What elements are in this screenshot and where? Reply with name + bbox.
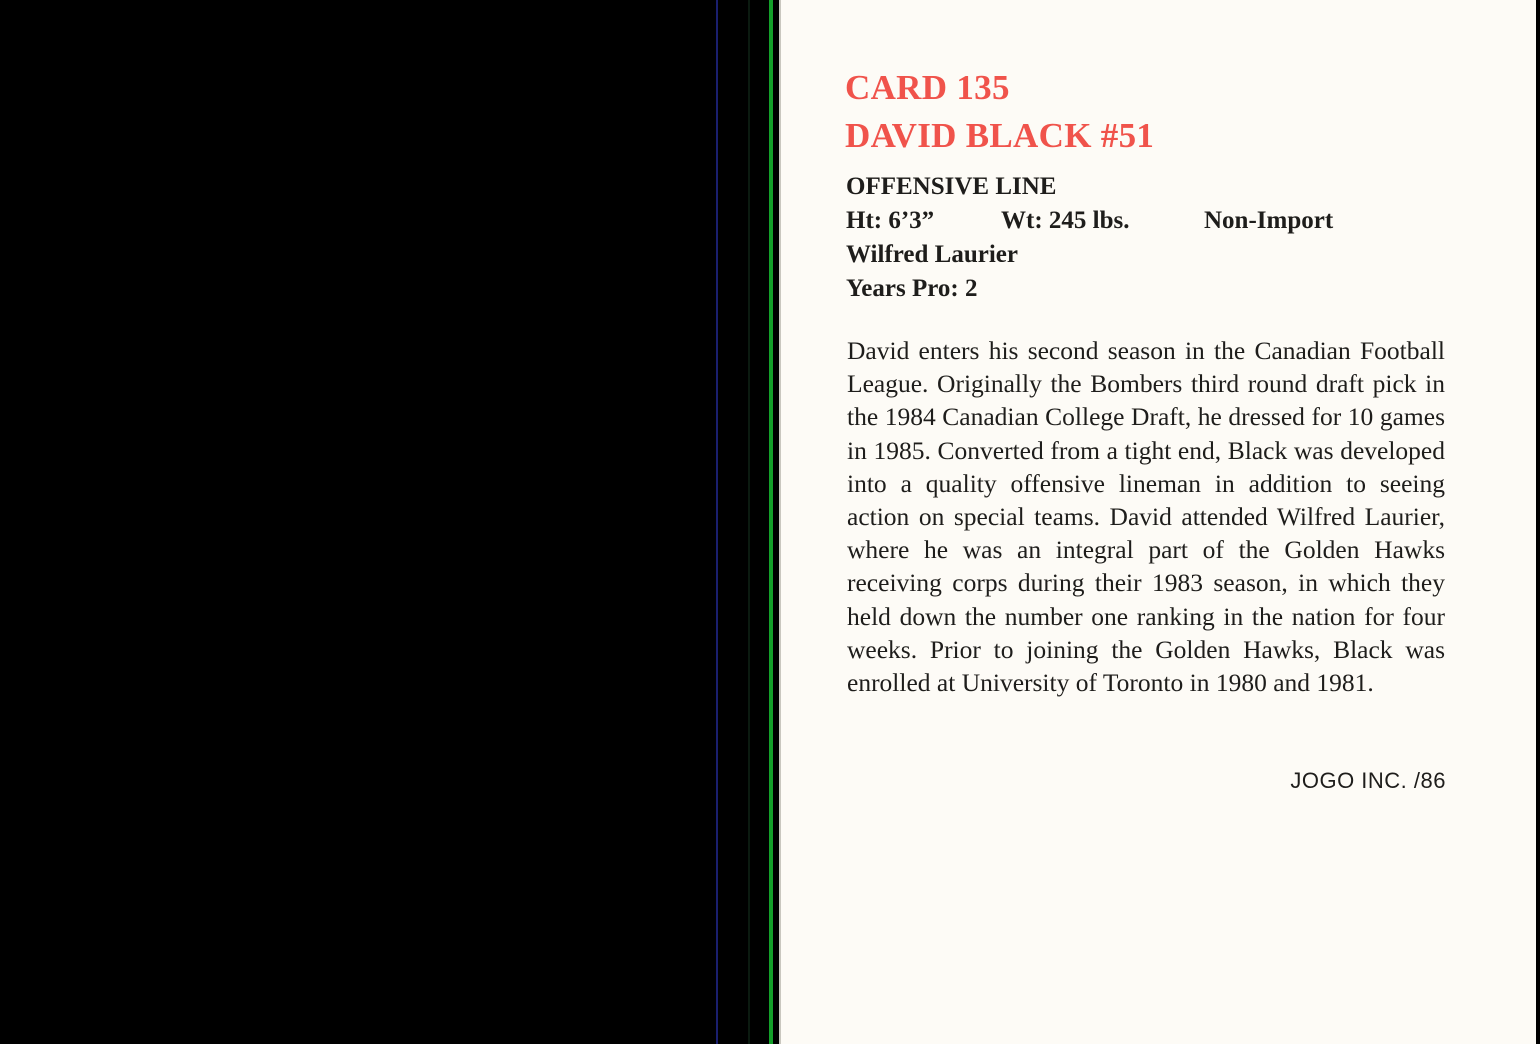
scan-edge-line-dark [748, 0, 750, 1044]
player-height: Ht: 6’3” [846, 207, 935, 234]
player-position: OFFENSIVE LINE [846, 173, 1057, 200]
card-number: CARD 135 [845, 68, 1010, 107]
player-stats [846, 170, 1333, 306]
player-status: Non-Import [1204, 207, 1334, 234]
player-school: Wilfred Laurier [846, 241, 1018, 268]
trading-card-back [779, 0, 1536, 1044]
scan-edge-line-blue [716, 0, 718, 1044]
scan-edge-line-green [769, 0, 773, 1044]
copyright-footer: JOGO INC. /86 [1290, 768, 1446, 793]
player-name: DAVID BLACK #51 [845, 116, 1155, 155]
player-years-pro: Years Pro: 2 [846, 275, 978, 302]
player-measurements [846, 204, 1333, 238]
card-heading [845, 64, 1154, 160]
player-biography: David enters his second season in the Canadian Football League. Originally the Bombers third round draft pick in the 1984 Canadian College Draft, he dressed for 10 games in 1985. Converted from a tight end, Black was developed into a quality offensive lineman in addition to seeing action on special teams. David attended Wilfred Laurier, where he was an integral part of the Golden Hawks receiving corps during their 1983 season, in which they held down the number one ranking in the nation for four weeks. Prior to joining the Golden Hawks, Black was enrolled at University of Toronto in 1980 and 1981. [847, 336, 1445, 698]
player-weight: Wt: 245 lbs. [1001, 207, 1130, 234]
